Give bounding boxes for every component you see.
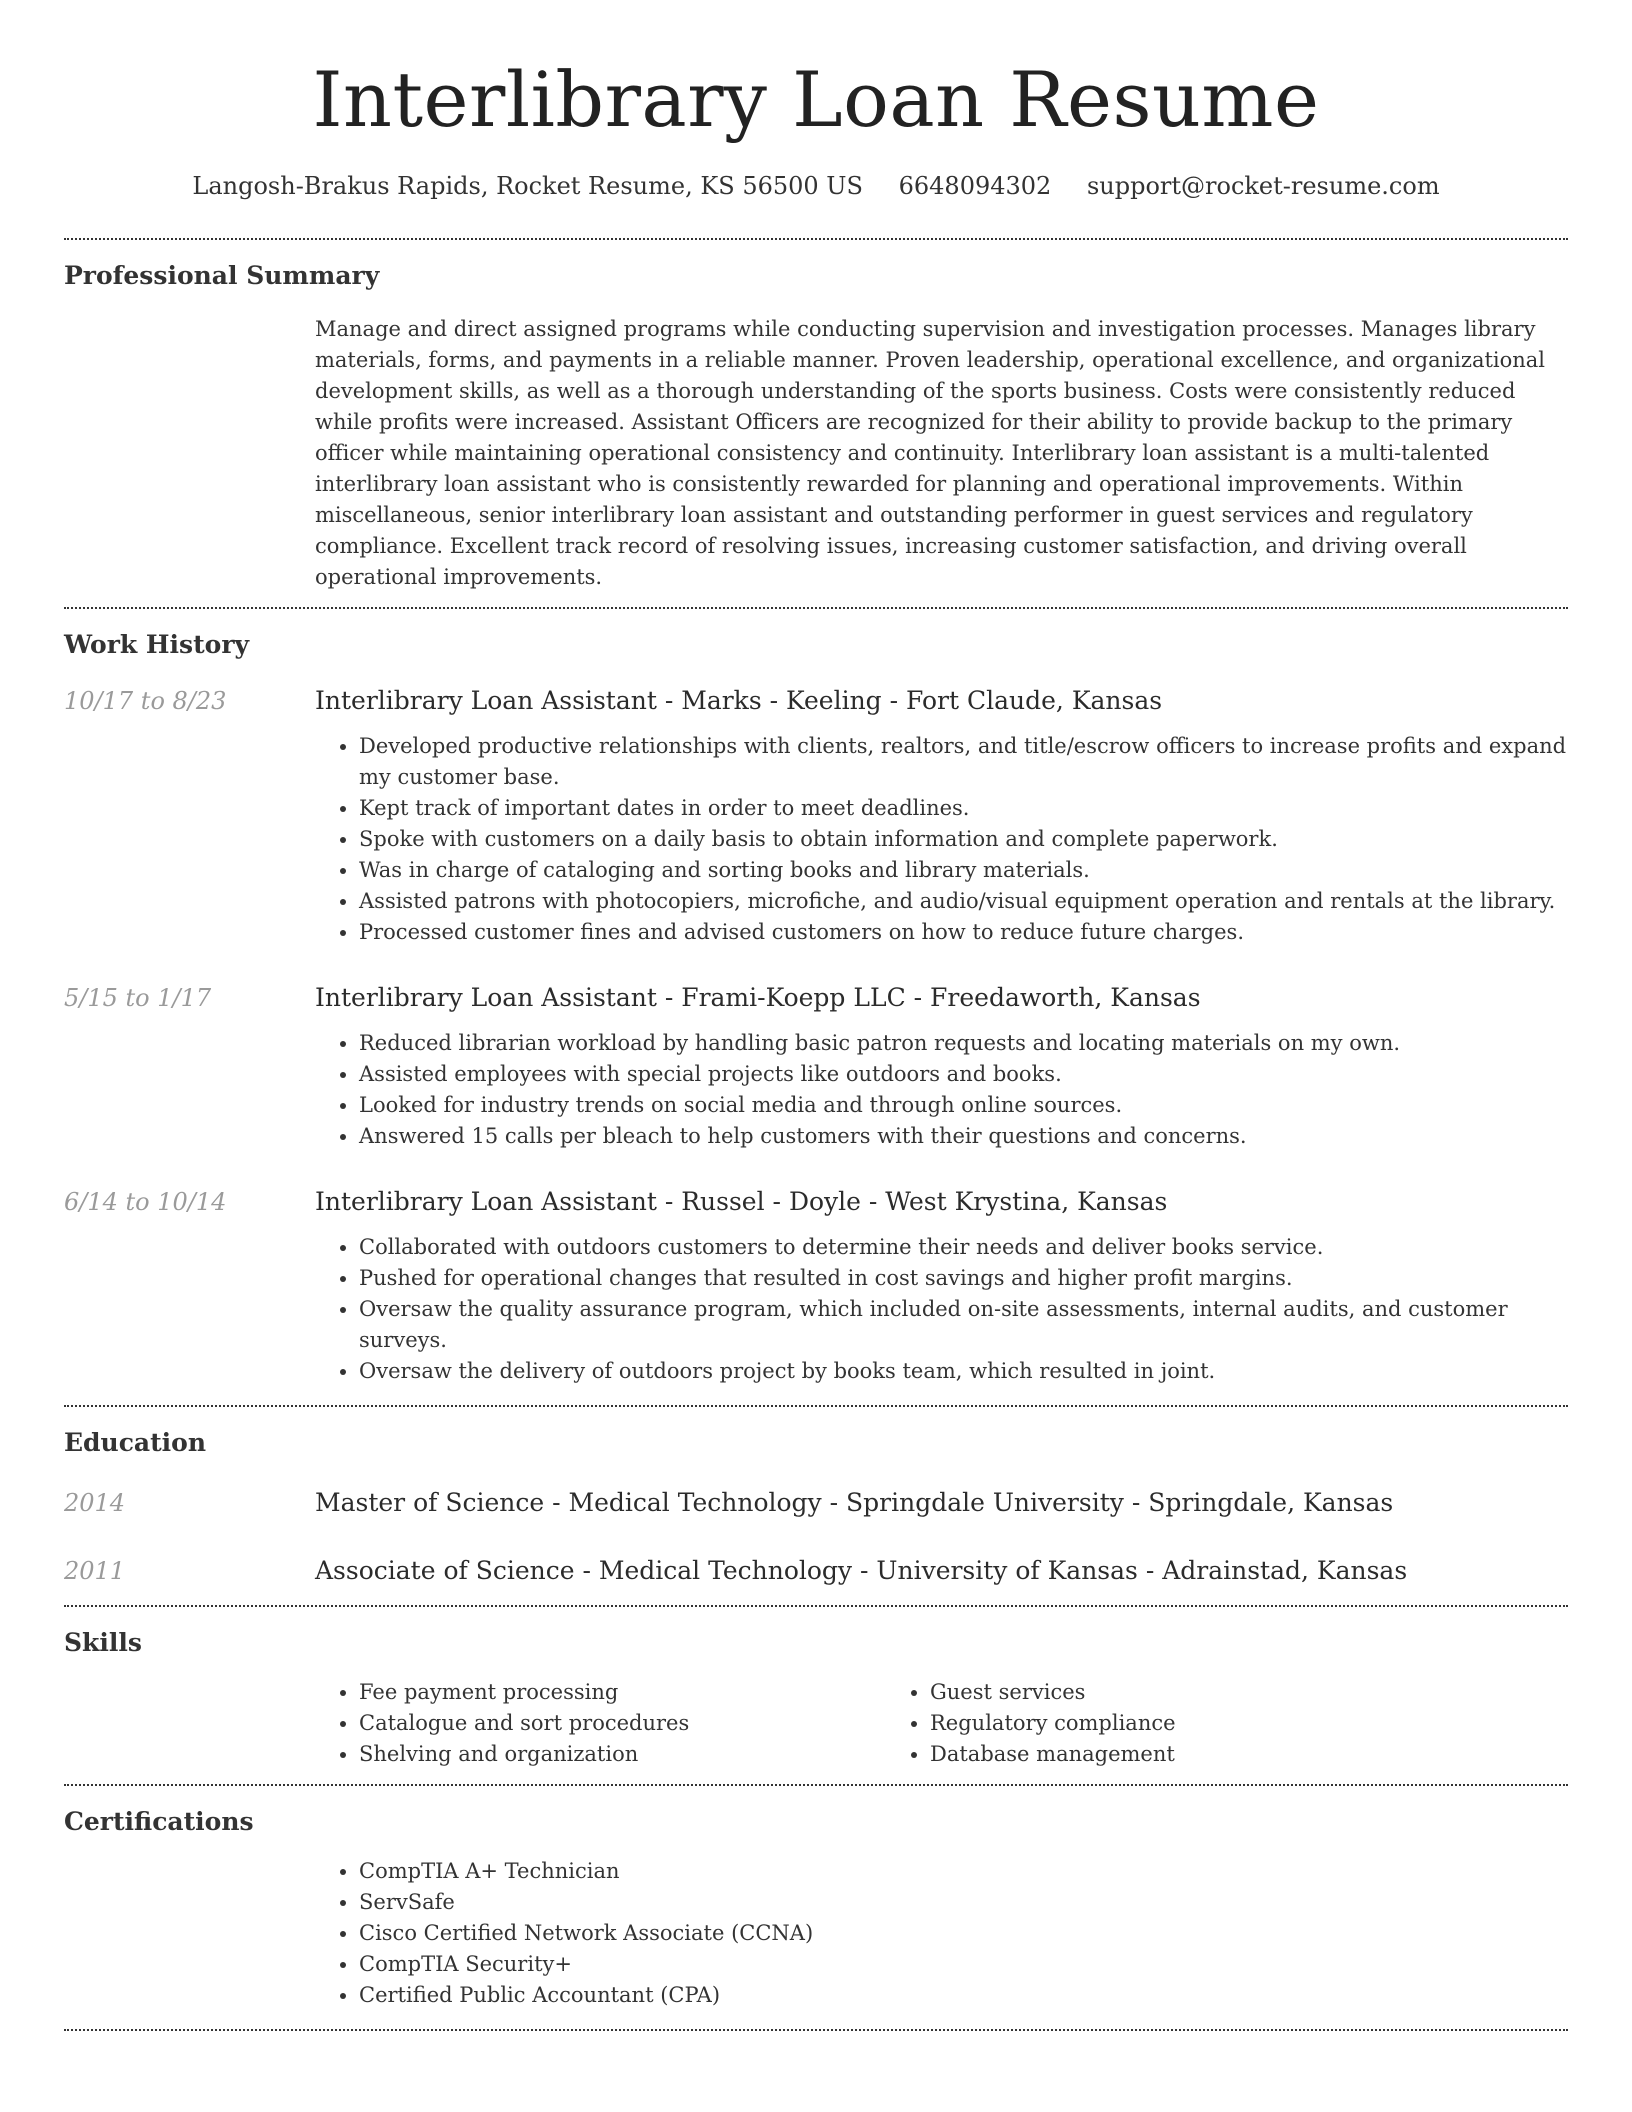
job-dates: 6/14 to 10/14 (64, 1188, 227, 1216)
section-heading-work-history: Work History (64, 630, 250, 659)
skills-columns (315, 1677, 1568, 1784)
education-entry (64, 1555, 1568, 1587)
skill-item: • Shelving and organization (359, 1739, 886, 1770)
job-bullet: • Pushed for operational changes that resulted in cost savings and higher profit margins. (359, 1263, 1568, 1294)
resume-title: Interlibrary Loan Resume (312, 55, 1320, 144)
job-entry (64, 982, 1568, 1014)
education-degree: Master of Science - Medical Technology - Springdale University - Springdale, Kansas (315, 1488, 1394, 1517)
skill-item: • Fee payment processing (359, 1677, 886, 1708)
section-heading-skills: Skills (64, 1628, 142, 1657)
education-entry (64, 1487, 1568, 1519)
summary-text: Manage and direct assigned programs while conducting supervision and investigation processes. Manages library materials, forms, and payments in a reliable manner. Proven leadership, operational excellence, and organizational development skills, as well as a thorough understanding of the sports business. Costs were consistently reduced while profits were increased. Assistant Officers are recognized for their ability to provide backup to the primary officer while maintaining operational consistency and continuity. Interlibrary loan assistant is a multi-talented interlibrary loan assistant who is consistently rewarded for planning and operational improvements. Within miscellaneous, senior interlibrary loan assistant and outstanding performer in guest services and regulatory compliance. Excellent track record of resolving issues, increasing customer satisfaction, and driving overall operational improvements. (315, 317, 1546, 589)
job-bullet: • Processed customer fines and advised customers on how to reduce future charges. (359, 917, 1568, 948)
certifications-section (64, 1786, 1568, 2029)
job-bullet: • Oversaw the quality assurance program, which included on-site assessments, internal audits, and customer surveys. (359, 1294, 1568, 1356)
contact-address: Langosh-Brakus Rapids, Rocket Resume, KS 56500 US (192, 172, 863, 200)
job-title: Interlibrary Loan Assistant - Marks - Keeling - Fort Claude, Kansas (315, 686, 1163, 715)
skill-item: • Database management (930, 1739, 1457, 1770)
section-heading-certifications: Certifications (64, 1807, 254, 1836)
job-title: Interlibrary Loan Assistant - Russel - Doyle - West Krystina, Kansas (315, 1187, 1168, 1216)
job-bullet: • Reduced librarian workload by handling basic patron requests and locating materials on my own. (359, 1028, 1568, 1059)
job-bullet: • Collaborated with outdoors customers to determine their needs and deliver books service. (359, 1232, 1568, 1263)
job-bullet: • Looked for industry trends on social media and through online sources. (359, 1090, 1568, 1121)
certification-item: • Certified Public Accountant (CPA) (359, 1980, 1568, 2011)
education-degree: Associate of Science - Medical Technology - University of Kansas - Adrainstad, Kansas (315, 1556, 1408, 1585)
job-dates: 10/17 to 8/23 (64, 687, 227, 715)
job-bullet: • Developed productive relationships with clients, realtors, and title/escrow officers to increase profits and expand my customer base. (359, 731, 1568, 793)
summary-section (64, 240, 1568, 607)
job-bullet: • Was in charge of cataloging and sorting books and library materials. (359, 855, 1568, 886)
job-bullet: • Spoke with customers on a daily basis to obtain information and complete paperwork. (359, 824, 1568, 855)
skill-item: • Catalogue and sort procedures (359, 1708, 886, 1739)
section-heading-education: Education (64, 1428, 207, 1457)
certification-item: • Cisco Certified Network Associate (CCNA) (359, 1918, 1568, 1949)
section-divider (64, 2029, 1568, 2031)
skill-item: • Regulatory compliance (930, 1708, 1457, 1739)
section-heading-summary: Professional Summary (64, 261, 380, 290)
skills-list-right (886, 1677, 1457, 1770)
job-bullets (315, 1028, 1568, 1152)
job-title: Interlibrary Loan Assistant - Frami-Koepp LLC - Freedaworth, Kansas (315, 983, 1201, 1012)
contact-line (64, 170, 1568, 202)
contact-email: support@rocket-resume.com (1086, 172, 1440, 200)
certification-item: • CompTIA A+ Technician (359, 1856, 1568, 1887)
certification-item: • ServSafe (359, 1887, 1568, 1918)
job-bullet: • Assisted employees with special projects like outdoors and books. (359, 1059, 1568, 1090)
job-bullet: • Assisted patrons with photocopiers, microfiche, and audio/visual equipment operation and rentals at the library. (359, 886, 1568, 917)
education-section (64, 1407, 1568, 1605)
job-bullet: • Oversaw the delivery of outdoors project by books team, which resulted in joint. (359, 1356, 1568, 1387)
work-history-section (64, 609, 1568, 1405)
job-dates: 5/15 to 1/17 (64, 984, 212, 1012)
job-entry (64, 685, 1568, 717)
education-year: 2014 (64, 1489, 126, 1517)
job-bullet: • Answered 15 calls per bleach to help customers with their questions and concerns. (359, 1121, 1568, 1152)
certification-item: • CompTIA Security+ (359, 1949, 1568, 1980)
job-bullets (315, 731, 1568, 948)
contact-phone: 6648094302 (898, 172, 1052, 200)
skills-section (64, 1607, 1568, 1784)
job-bullets (315, 1232, 1568, 1405)
certifications-list (315, 1856, 1568, 2029)
education-year: 2011 (64, 1557, 126, 1585)
job-entry (64, 1186, 1568, 1218)
job-bullet: • Kept track of important dates in order to meet deadlines. (359, 793, 1568, 824)
skill-item: • Guest services (930, 1677, 1457, 1708)
skills-list-left (315, 1677, 886, 1770)
